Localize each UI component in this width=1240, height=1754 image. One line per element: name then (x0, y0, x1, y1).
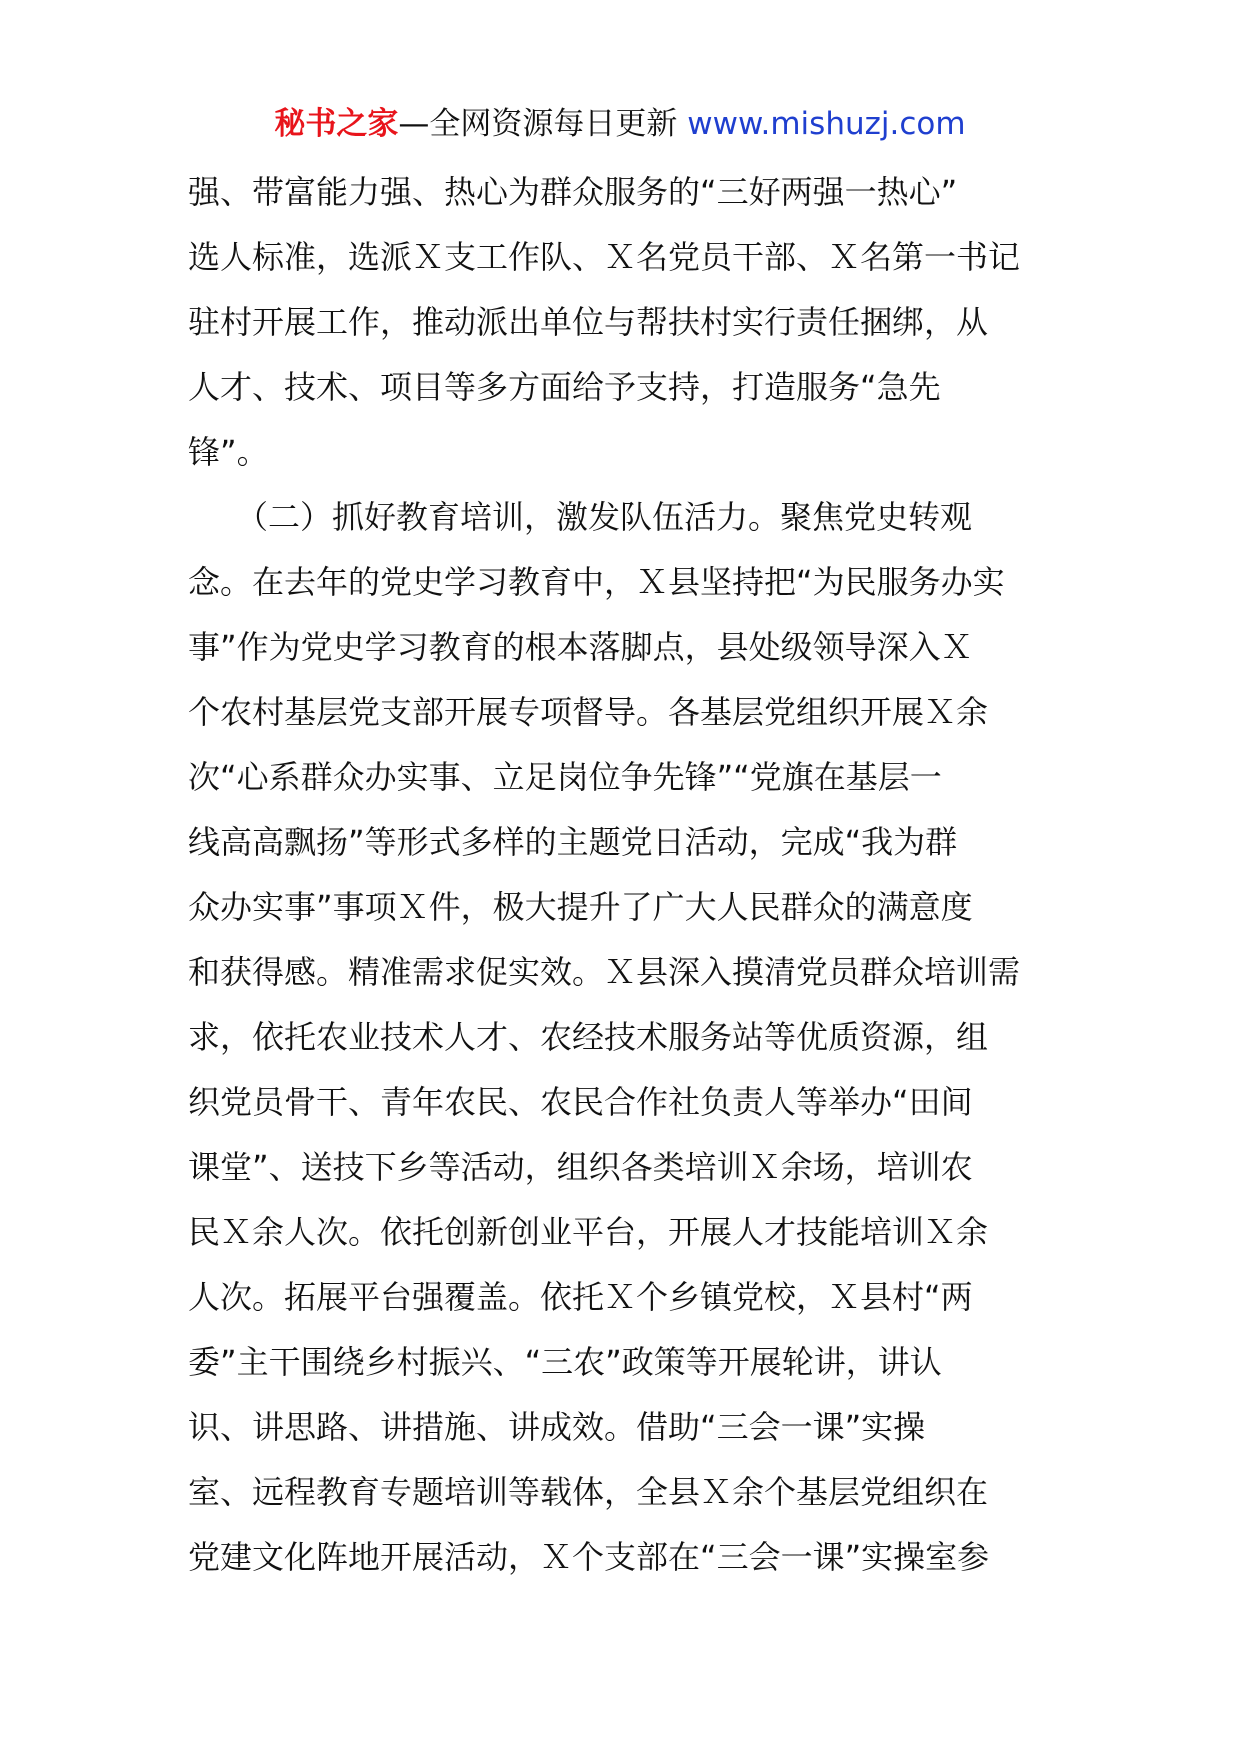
text-line: 室、远程教育专题培训等载体，全县Ｘ余个基层党组织在 (188, 1473, 989, 1511)
text-line: 驻村开展工作，推动派出单位与帮扶村实行责任捆绑，从 (188, 303, 989, 341)
document-body (188, 160, 1056, 1590)
text-line: 强、带富能力强、热心为群众服务的“三好两强一热心” (188, 173, 958, 211)
text-line: 选人标准，选派Ｘ支工作队、Ｘ名党员干部、Ｘ名第一书记 (188, 238, 1021, 276)
text-line: 课堂”、送技下乡等活动，组织各类培训Ｘ余场，培训农 (188, 1148, 973, 1186)
text-line: 和获得感。精准需求促实效。Ｘ县深入摸清党员群众培训需 (188, 953, 1021, 991)
text-line: 委”主干围绕乡村振兴、“三农”政策等开展轮讲，讲认 (188, 1343, 942, 1381)
text-line: 事”作为党史学习教育的根本落脚点，县处级领导深入Ｘ (188, 628, 973, 666)
header-slogan: —全网资源每日更新 (398, 106, 678, 142)
header-site-link[interactable]: www.mishuzj.com (687, 106, 966, 142)
text-line: 识、讲思路、讲措施、讲成效。借助“三会一课”实操 (188, 1408, 926, 1446)
text-line: 人才、技术、项目等多方面给予支持，打造服务“急先 (188, 368, 941, 406)
text-line: 党建文化阵地开展活动，Ｘ个支部在“三会一课”实操室参 (188, 1538, 990, 1576)
text-line: 众办实事”事项Ｘ件，极大提升了广大人民群众的满意度 (188, 888, 973, 926)
section-heading-line: （二）抓好教育培训，激发队伍活力。聚焦党史转观 (188, 498, 973, 536)
text-line: 求，依托农业技术人才、农经技术服务站等优质资源，组 (188, 1018, 989, 1056)
text-line: 念。在去年的党史学习教育中，Ｘ县坚持把“为民服务办实 (188, 563, 1005, 601)
text-line: 次“心系群众办实事、立足岗位争先锋”“党旗在基层一 (188, 758, 942, 796)
text-line: 锋”。 (188, 433, 269, 471)
text-line: 个农村基层党支部开展专项督导。各基层党组织开展Ｘ余 (188, 693, 989, 731)
text-line: 人次。拓展平台强覆盖。依托Ｘ个乡镇党校，Ｘ县村“两 (188, 1278, 973, 1316)
text-line: 线高高飘扬”等形式多样的主题党日活动，完成“我为群 (188, 823, 958, 861)
header-brand: 秘书之家 (274, 106, 399, 142)
text-line: 织党员骨干、青年农民、农民合作社负责人等举办“田间 (188, 1083, 973, 1121)
page-header (0, 100, 1240, 148)
text-line: 民Ｘ余人次。依托创新创业平台，开展人才技能培训Ｘ余 (188, 1213, 989, 1251)
